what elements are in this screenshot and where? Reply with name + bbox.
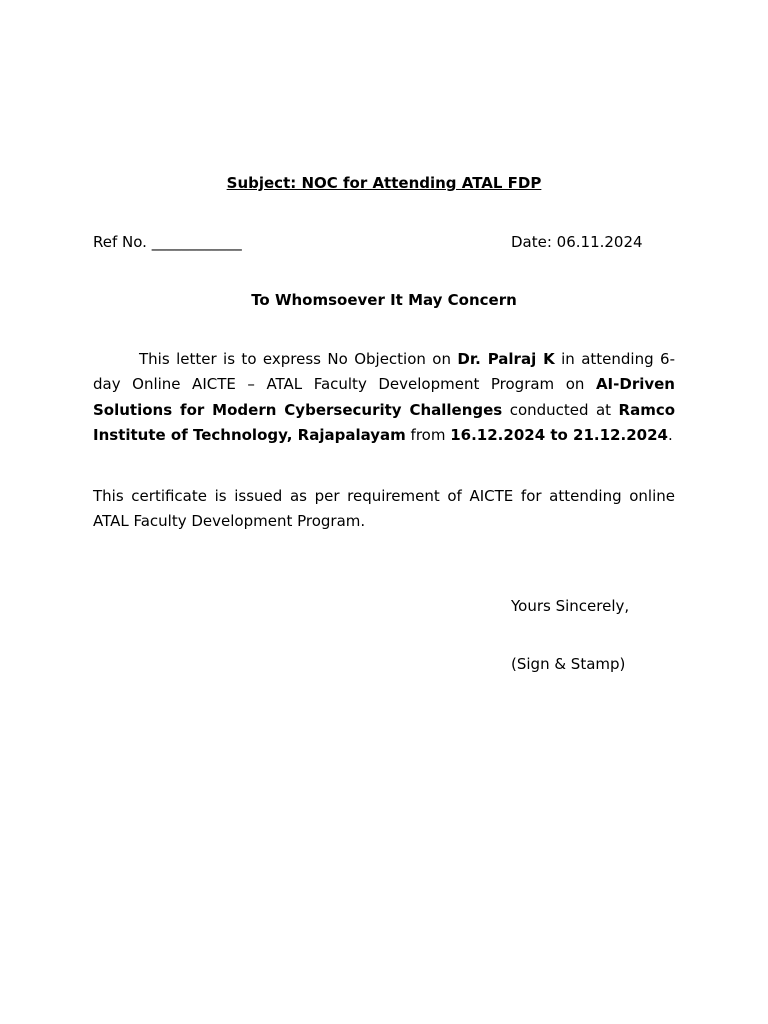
body-paragraph-1 [93, 347, 675, 448]
program-dates: 16.12.2024 to 21.12.2024 [450, 425, 668, 444]
subject-heading: Subject: NOC for Attending ATAL FDP [226, 174, 542, 192]
program-title: AI-Driven Solutions for Modern Cybersecurity Challenges [93, 375, 675, 419]
institute-name: Ramco Institute of Technology, Rajapalayam [93, 400, 676, 444]
closing-line: Yours Sincerely, [511, 597, 630, 615]
letter-date: Date: 06.11.2024 [511, 233, 643, 251]
para1-text-3: conducted at [502, 400, 619, 419]
salutation: To Whomsoever It May Concern [251, 291, 517, 309]
sign-stamp-line: (Sign & Stamp) [511, 655, 626, 673]
para1-text-1: This letter is to express No Objection on [139, 350, 458, 368]
ref-number: Ref No. ____________ [93, 233, 242, 251]
para1-text-2: in attending 6-day Online AICTE – ATAL Faculty Development Program on [93, 350, 676, 394]
faculty-name: Dr. Palraj K [457, 350, 555, 368]
para1-text-4: from [405, 425, 451, 444]
para1-text-5: . [667, 425, 673, 444]
body-paragraph-2: This certificate is issued as per requirement of AICTE for attending online ATAL Faculty Development Program. [93, 487, 675, 531]
